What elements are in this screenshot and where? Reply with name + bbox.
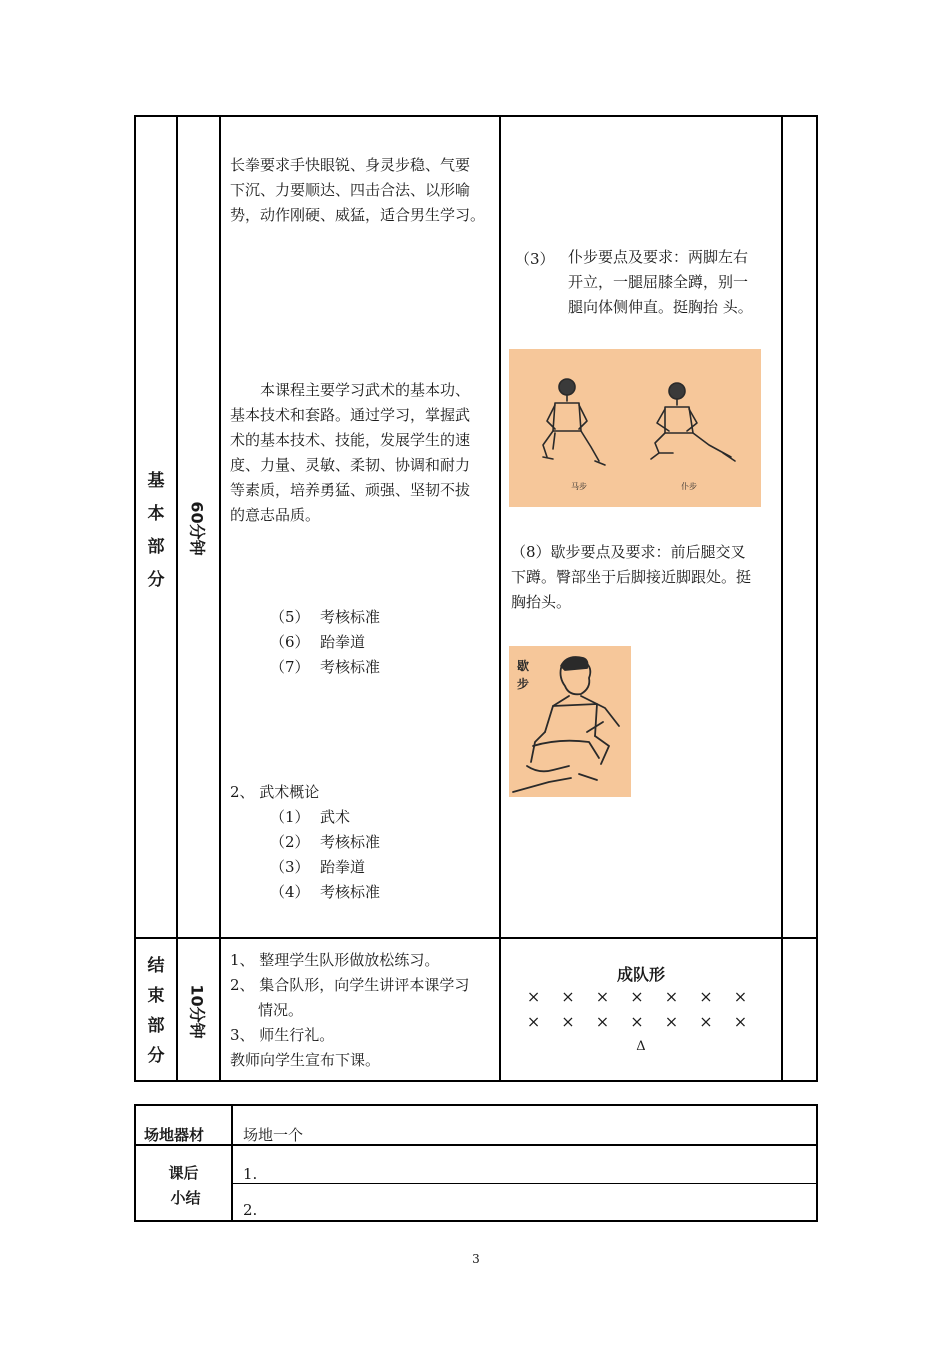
list-item (270, 881, 380, 902)
list-item (270, 606, 380, 627)
item-text: 考核标准 (320, 608, 381, 626)
text-line: 教师向学生宣布下课。 (230, 1051, 381, 1069)
xiebu-caption-1: 歇 (517, 659, 530, 673)
text-line: 度、力量、灵敏、柔韧、协调和耐力 (230, 456, 471, 474)
text-line: 本课程主要学习武术的基本功、 (260, 381, 471, 399)
summary-label (136, 1161, 231, 1211)
label-char: 束 (147, 986, 165, 1006)
text-line: 胸抬头。 (511, 593, 572, 611)
basic-section-label (138, 465, 174, 597)
item-text: 考核标准 (320, 833, 381, 851)
label-char: 结 (147, 956, 165, 976)
list-item (270, 831, 380, 852)
intro-paragraph (230, 153, 498, 228)
item-text: 考核标准 (320, 658, 381, 676)
text-line: 腿向体侧伸直。挺胸抬 头。 (568, 298, 753, 316)
text-line: 长拳要求手快眼锐、身灵步稳、气要 (230, 156, 471, 174)
summary-label-line: 小结 (170, 1189, 201, 1207)
venue-value: 场地一个 (243, 1126, 304, 1144)
item-num: （5） (270, 608, 310, 626)
item-text: 武术 (320, 808, 351, 826)
summary-label-line: 课后 (168, 1164, 199, 1182)
text-line: 3、 师生行礼。 (230, 1026, 335, 1044)
text-line: 2、 集合队形，向学生讲评本课学习 (230, 976, 470, 994)
summary-item-2: 2. (243, 1201, 258, 1219)
xiebu-figure (509, 646, 631, 797)
venue-label: 场地器材 (144, 1126, 205, 1144)
label-char: 分 (147, 1046, 165, 1066)
list-item (270, 856, 365, 877)
text-line: 下沉、力要顺达、四击合法、以形喻 (230, 181, 471, 199)
course-paragraph (230, 378, 498, 528)
item-num: （2） (270, 833, 310, 851)
text-line: 开立，一腿屈膝全蹲，别一 (568, 273, 749, 291)
item-num: （6） (270, 633, 310, 651)
item-num: （4） (270, 883, 310, 901)
teacher-mark: Δ (636, 1039, 646, 1054)
list-item (270, 631, 365, 652)
item-text: 跆拳道 (320, 633, 366, 651)
overview-title: 2、 武术概论 (230, 783, 320, 801)
pubu-description (568, 245, 780, 320)
item-text: 跆拳道 (320, 858, 366, 876)
item-num: （7） (270, 658, 310, 676)
text-line: 基本技术和套路。通过学习，掌握武 (230, 406, 471, 424)
end-section-label (138, 951, 174, 1071)
text-line: （8）歇步要点及要求：前后腿交叉 (511, 543, 746, 561)
text-line: 下蹲。臀部坐于后脚接近脚跟处。挺 (511, 568, 752, 586)
page-number: 3 (472, 1252, 480, 1266)
text-line: 势，动作刚硬、威猛，适合男生学习。 (230, 206, 486, 224)
caption-pubu: 仆步 (681, 482, 697, 491)
pubu-num: （3） (515, 250, 555, 268)
text-line: 情况。 (258, 1001, 304, 1019)
caption-mabu: 马步 (571, 482, 587, 491)
text-line: 的意志品质。 (230, 506, 321, 524)
item-num: （1） (270, 808, 310, 826)
end-content (230, 948, 498, 1073)
xiebu-caption-2: 步 (517, 677, 530, 691)
text-line: 1、 整理学生队形做放松练习。 (230, 951, 440, 969)
xiebu-description (511, 540, 779, 615)
item-text: 考核标准 (320, 883, 381, 901)
text-line: 等素质，培养勇猛、顽强、坚韧不拔 (230, 481, 471, 499)
xiebu-illustration (509, 646, 631, 797)
formation-row-1: × × × × × × × (526, 987, 756, 1006)
label-char: 分 (147, 570, 165, 590)
list-item (270, 656, 380, 677)
label-char: 本 (147, 504, 165, 524)
item-num: （3） (270, 858, 310, 876)
summary-item-1: 1. (243, 1165, 258, 1183)
list-item (270, 806, 350, 827)
label-char: 基 (147, 471, 165, 491)
formation-title: 成队形 (616, 965, 665, 984)
stance-illustration (509, 349, 761, 507)
text-line: 仆步要点及要求：两脚左右 (568, 248, 749, 266)
end-duration: 10分钟 (187, 984, 207, 1039)
formation-row-2: × × × × × × × (526, 1012, 756, 1031)
text-line: 术的基本技术、技能，发展学生的速 (230, 431, 471, 449)
label-char: 部 (147, 537, 165, 557)
stance-figure (509, 349, 761, 507)
basic-duration: 60分钟 (187, 501, 207, 556)
label-char: 部 (147, 1016, 165, 1036)
